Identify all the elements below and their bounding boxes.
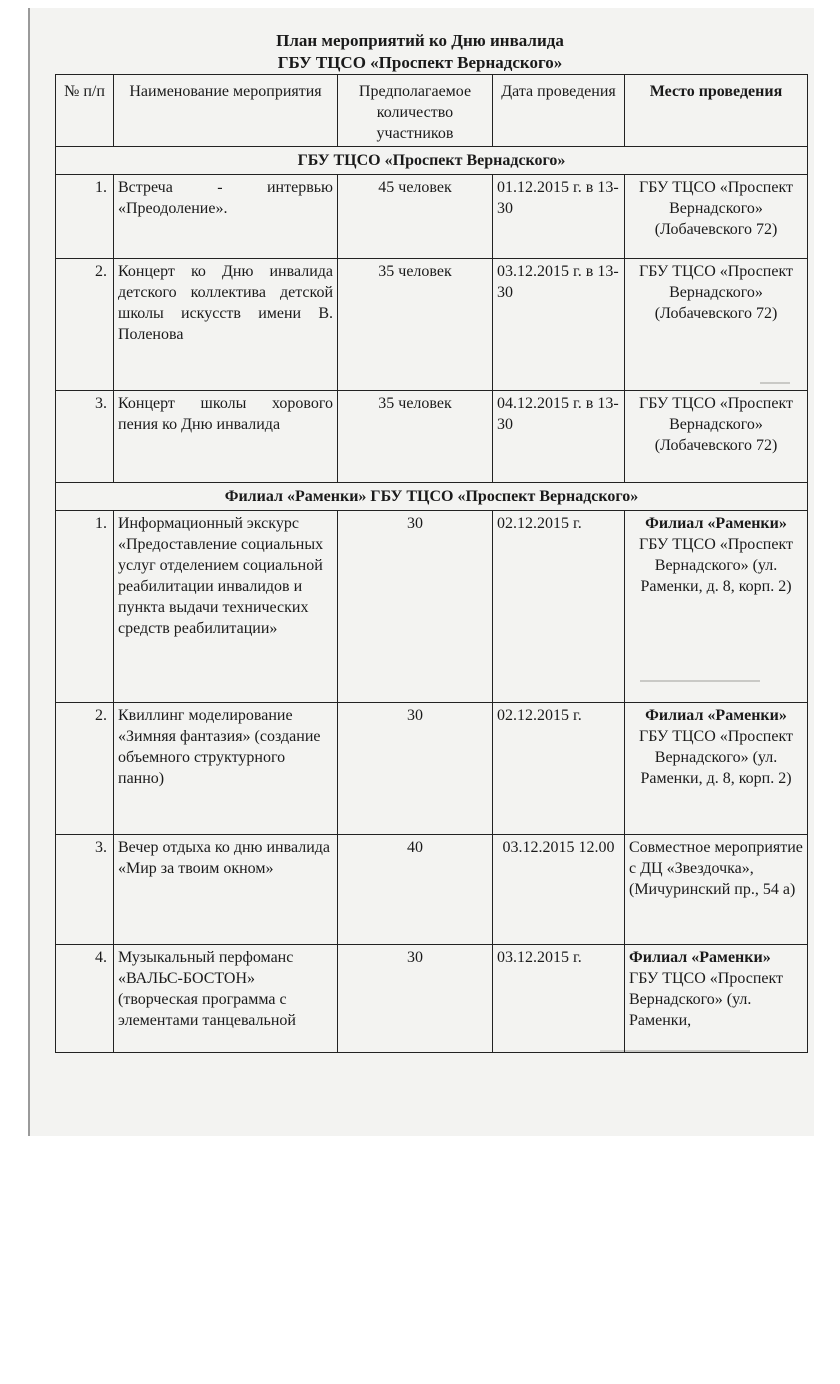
row-date: 03.12.2015 г. в 13-30 [493, 259, 625, 391]
row-place: ГБУ ТЦСО «Проспект Вернадского» (Лобачевского 72) [625, 175, 808, 259]
row-date: 02.12.2015 г. [493, 703, 625, 835]
row-num: 1. [56, 175, 114, 259]
row-place: Совместное мероприятие с ДЦ «Звездочка», (Мичуринский пр., 54 а) [625, 835, 808, 945]
row-date: 03.12.2015 12.00 [493, 835, 625, 945]
row-name: Квиллинг моделирование «Зимняя фантазия» (создание объемного структурного панно) [114, 703, 338, 835]
section-row [56, 483, 808, 511]
section-title: Филиал «Раменки» ГБУ ТЦСО «Проспект Вернадского» [56, 483, 808, 511]
page-title [28, 30, 812, 74]
row-name: Концерт школы хорового пения ко Дню инвалида [114, 391, 338, 483]
row-place: ГБУ ТЦСО «Проспект Вернадского» (Лобачевского 72) [625, 259, 808, 391]
row-date: 02.12.2015 г. [493, 511, 625, 703]
row-count: 35 человек [338, 391, 493, 483]
place-address: ГБУ ТЦСО «Проспект Вернадского» (ул. Раменки, д. 8, корп. 2) [638, 536, 794, 595]
row-place [625, 511, 808, 703]
header-name: Наименование мероприятия [114, 75, 338, 147]
row-date: 03.12.2015 г. [493, 945, 625, 1053]
table-row [56, 511, 808, 703]
row-name: Информационный экскурс «Предоставление социальных услуг отделением социальной реабилитации инвалидов и пункта выдачи технических средств реабилитации» [114, 511, 338, 703]
table-row [56, 175, 808, 259]
table-row [56, 703, 808, 835]
row-date: 01.12.2015 г. в 13-30 [493, 175, 625, 259]
row-num: 3. [56, 835, 114, 945]
row-num: 3. [56, 391, 114, 483]
section-title: ГБУ ТЦСО «Проспект Вернадского» [56, 147, 808, 175]
header-date: Дата проведения [493, 75, 625, 147]
place-branch: Филиал «Раменки» [629, 949, 771, 966]
row-place [625, 945, 808, 1053]
section-row [56, 147, 808, 175]
row-count: 30 [338, 945, 493, 1053]
row-name: Концерт ко Дню инвалида детского коллектива детской школы искусств имени В. Поленова [114, 259, 338, 391]
title-line-1: План мероприятий ко Дню инвалида [276, 31, 564, 50]
row-count: 45 человек [338, 175, 493, 259]
row-num: 4. [56, 945, 114, 1053]
row-name: Вечер отдыха ко дню инвалида «Мир за твоим окном» [114, 835, 338, 945]
row-count: 40 [338, 835, 493, 945]
row-date: 04.12.2015 г. в 13-30 [493, 391, 625, 483]
table-row [56, 835, 808, 945]
row-name: Музыкальный перфоманс «ВАЛЬС-БОСТОН» (творческая программа с элементами танцевальной [114, 945, 338, 1053]
header-num: № п/п [56, 75, 114, 147]
row-name: Встреча - интервью «Преодоление». [114, 175, 338, 259]
row-count: 35 человек [338, 259, 493, 391]
row-count: 30 [338, 511, 493, 703]
place-address: ГБУ ТЦСО «Проспект Вернадского» (ул. Раменки, д. 8, корп. 2) [638, 728, 794, 787]
row-place: ГБУ ТЦСО «Проспект Вернадского» (Лобачевского 72) [625, 391, 808, 483]
row-num: 2. [56, 703, 114, 835]
row-count: 30 [338, 703, 493, 835]
header-count: Предполагаемое количество участников [338, 75, 493, 147]
title-line-2: ГБУ ТЦСО «Проспект Вернадского» [277, 53, 563, 72]
table-header-row [56, 75, 808, 147]
events-table [55, 74, 808, 1053]
place-branch: Филиал «Раменки» [645, 515, 787, 532]
table-row [56, 391, 808, 483]
table-row [56, 259, 808, 391]
row-num: 2. [56, 259, 114, 391]
place-branch: Филиал «Раменки» [645, 707, 787, 724]
table-row [56, 945, 808, 1053]
header-place: Место проведения [625, 75, 808, 147]
place-address: ГБУ ТЦСО «Проспект Вернадского» (ул. Раменки, [629, 970, 784, 1029]
row-num: 1. [56, 511, 114, 703]
row-place [625, 703, 808, 835]
